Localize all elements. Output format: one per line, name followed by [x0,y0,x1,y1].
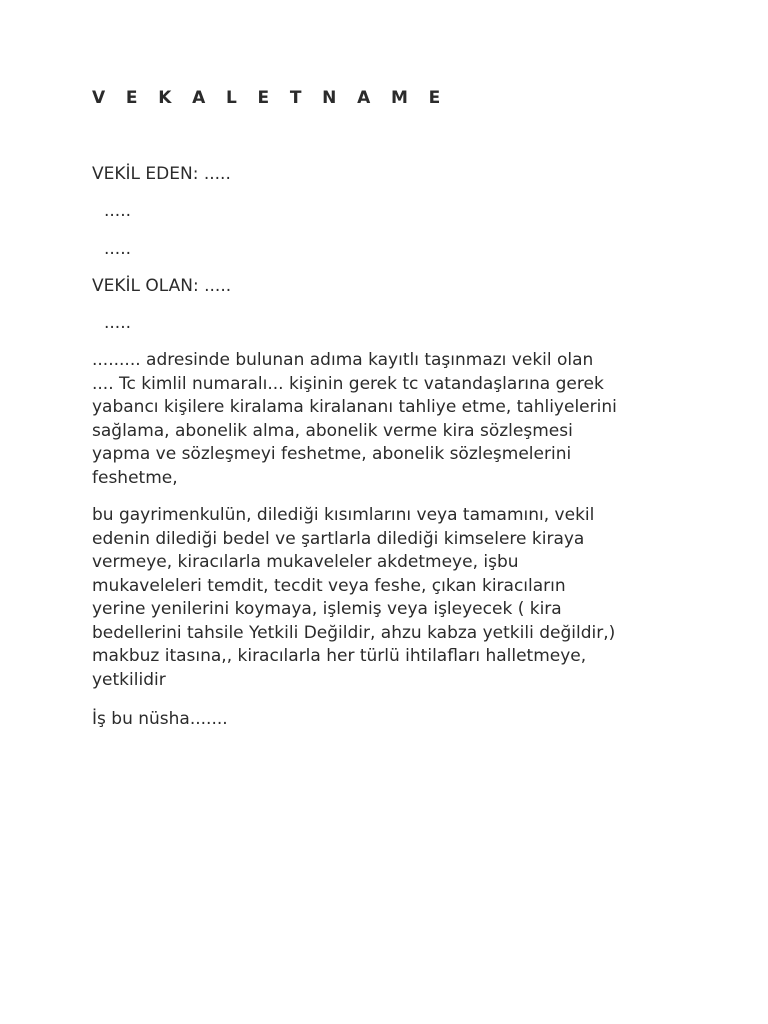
vekil-eden-line-2: ..... [104,239,132,259]
vekil-eden-line-1: ..... [104,201,132,221]
paragraph-line: .... Tc kimlil numaralı... kişinin gerek tc vatandaşlarına gerek [92,373,604,394]
paragraph-rental-terms [92,504,692,692]
paragraph-line: yetkilidir [92,669,166,690]
paragraph-line: yapma ve sözleşmeyi feshetme, abonelik sözleşmelerini [92,444,572,464]
paragraph-line: yerine yenilerini koymaya, işlemiş veya işleyecek ( kira [92,599,562,619]
document-title: V E K A L E T N A M E [92,88,448,108]
vekil-olan-line-1: ..... [104,313,132,333]
paragraph-line: vermeye, kiracılarla mukaveleler akdetmeye, işbu [92,552,519,572]
paragraph-authorization [92,349,692,490]
paragraph-line: sağlama, abonelik alma, abonelik verme kira sözleşmesi [92,420,573,441]
paragraph-line: bu gayrimenkulün, dilediği kısımlarını veya tamamını, vekil [92,505,595,525]
paragraph-line: bedellerini tahsile Yetkili Değildir, ahzu kabza yetkili değildir,) [92,622,616,643]
paragraph-line: ......... adresinde bulunan adıma kayıtlı taşınmazı vekil olan [92,350,594,370]
vekil-eden-label: VEKİL EDEN: ..... [92,164,231,184]
paragraph-line: makbuz itasına,, kiracılarla her türlü ihtilafları halletmeye, [92,646,587,666]
paragraph-line: mukaveleleri temdit, tecdit veya feshe, çıkan kiracıların [92,575,566,596]
paragraph-line: edenin dilediği bedel ve şartlarla dilediği kimselere kiraya [92,528,585,549]
paragraph-line: yabancı kişilere kiralama kiralananı tahliye etme, tahliyelerini [92,397,617,417]
vekil-olan-label: VEKİL OLAN: ..... [92,276,232,296]
closing-line: İş bu nüsha....... [92,709,228,729]
paragraph-line: feshetme, [92,467,178,488]
